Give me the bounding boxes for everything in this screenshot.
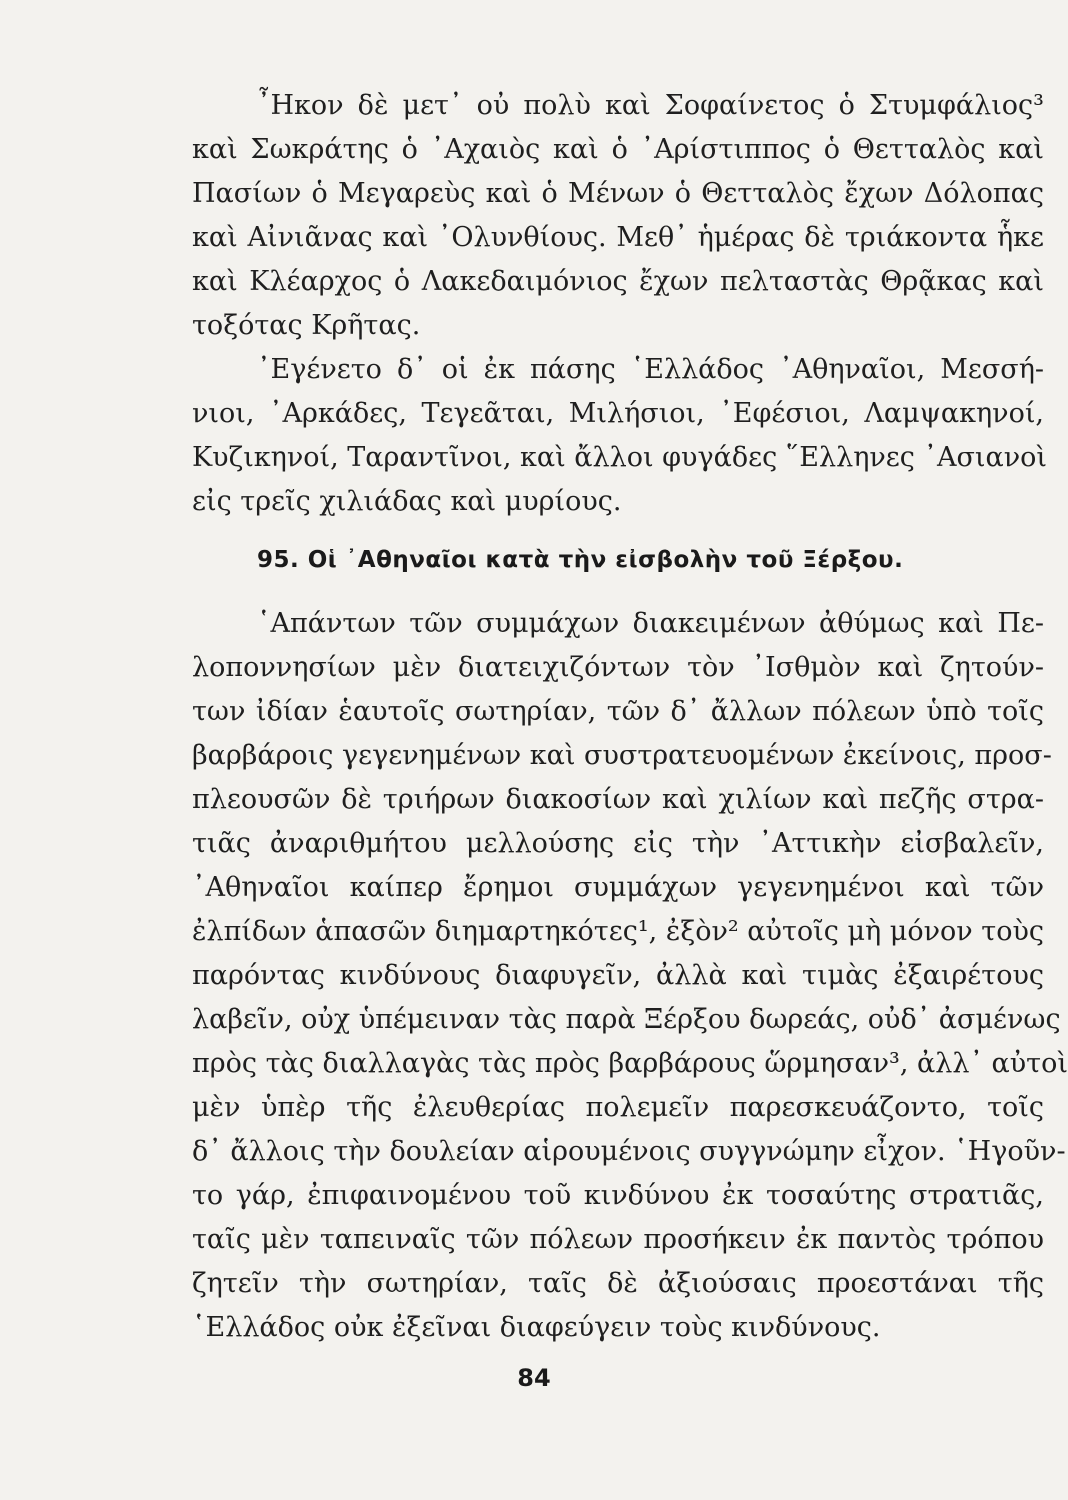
text-line: καὶ Κλέαρχος ὁ Λακεδαιμόνιος ἔχων πελταστὰς Θρᾷκας καὶ — [192, 266, 1044, 297]
text-line: δ᾽ ἄλλοις τὴν δουλείαν αἱρουμένοις συγγνώμην εἶχον. ῾Ηγοῦν- — [192, 1136, 1066, 1167]
text-line: πλεουσῶν δὲ τριήρων διακοσίων καὶ χιλίων καὶ πεζῆς στρα- — [192, 784, 1044, 815]
text-line: ἐλπίδων ἁπασῶν διημαρτηκότες¹, ἐξὸν² αὐτοῖς μὴ μόνον τοὺς — [192, 916, 1044, 947]
text-line: μὲν ὑπὲρ τῆς ἐλευθερίας πολεμεῖν παρεσκευάζοντο, τοῖς — [192, 1092, 1044, 1123]
text-line: λαβεῖν, οὐχ ὑπέμειναν τὰς παρὰ Ξέρξου δωρεάς, οὐδ᾽ ἀσμένως — [192, 1004, 1061, 1035]
text-line: πρὸς τὰς διαλλαγὰς τὰς πρὸς βαρβάρους ὥρμησαν³, ἀλλ᾽ αὐτοὶ — [192, 1048, 1068, 1079]
text-line: νιοι, ᾽Αρκάδες, Τεγεᾶται, Μιλήσιοι, ᾽Εφέσιοι, Λαμψακηνοί, — [192, 398, 1044, 429]
text-line: παρόντας κινδύνους διαφυγεῖν, ἀλλὰ καὶ τιμὰς ἐξαιρέτους — [192, 960, 1044, 991]
text-line: εἰς τρεῖς χιλιάδας καὶ μυρίους. — [192, 486, 622, 517]
text-line: Πασίων ὁ Μεγαρεὺς καὶ ὁ Μένων ὁ Θετταλὸς ἔχων Δόλοπας — [192, 178, 1044, 209]
text-line: βαρβάροις γεγενημένων καὶ συστρατευομένων ἐκείνοις, προσ- — [192, 740, 1052, 771]
text-line: τοξότας Κρῆτας. — [192, 310, 421, 341]
text-line: καὶ Σωκράτης ὁ ᾽Αχαιὸς καὶ ὁ ᾽Αρίστιππος ὁ Θετταλὸς καὶ — [192, 134, 1044, 165]
text-line: ῏Ηκον δὲ μετ᾽ οὐ πολὺ καὶ Σοφαίνετος ὁ Στυμφάλιος³ — [257, 90, 1044, 121]
text-line: ᾽Εγένετο δ᾽ οἱ ἐκ πάσης ῾Ελλάδος ᾽Αθηναῖοι, Μεσσή- — [257, 354, 1044, 385]
text-line: ῾Ελλάδος οὐκ ἐξεῖναι διαφεύγειν τοὺς κινδύνους. — [192, 1312, 881, 1343]
text-line: ζητεῖν τὴν σωτηρίαν, ταῖς δὲ ἀξιούσαις προεστάναι τῆς — [192, 1268, 1044, 1299]
text-line: λοποννησίων μὲν διατειχιζόντων τὸν ᾽Ισθμὸν καὶ ζητούν- — [192, 652, 1044, 683]
text-line: το γάρ, ἐπιφαινομένου τοῦ κινδύνου ἐκ τοσαύτης στρατιᾶς, — [192, 1180, 1044, 1211]
page-number: 84 — [517, 1364, 551, 1392]
text-line: ῾Απάντων τῶν συμμάχων διακειμένων ἀθύμως καὶ Πε- — [257, 608, 1044, 639]
text-line: τιᾶς ἀναριθμήτου μελλούσης εἰς τὴν ᾽Αττικὴν εἰσβαλεῖν, — [192, 828, 1044, 859]
text-line: Κυζικηνοί, Ταραντῖνοι, καὶ ἄλλοι φυγάδες ῞Ελληνες ᾽Ασιανοὶ — [192, 442, 1047, 473]
text-line: των ἰδίαν ἑαυτοῖς σωτηρίαν, τῶν δ᾽ ἄλλων πόλεων ὑπὸ τοῖς — [192, 696, 1044, 727]
section-heading: 95. Οἱ ᾽Αθηναῖοι κατὰ τὴν εἰσβολὴν τοῦ Ξέρξου. — [257, 547, 904, 573]
text-line: ᾽Αθηναῖοι καίπερ ἔρημοι συμμάχων γεγενημένοι καὶ τῶν — [192, 872, 1044, 903]
text-line: ταῖς μὲν ταπειναῖς τῶν πόλεων προσήκειν ἐκ παντὸς τρόπου — [192, 1224, 1044, 1255]
text-line: καὶ Αἰνιᾶνας καὶ ᾽Ολυνθίους. Μεθ᾽ ἡμέρας δὲ τριάκοντα ἧκε — [192, 222, 1044, 253]
